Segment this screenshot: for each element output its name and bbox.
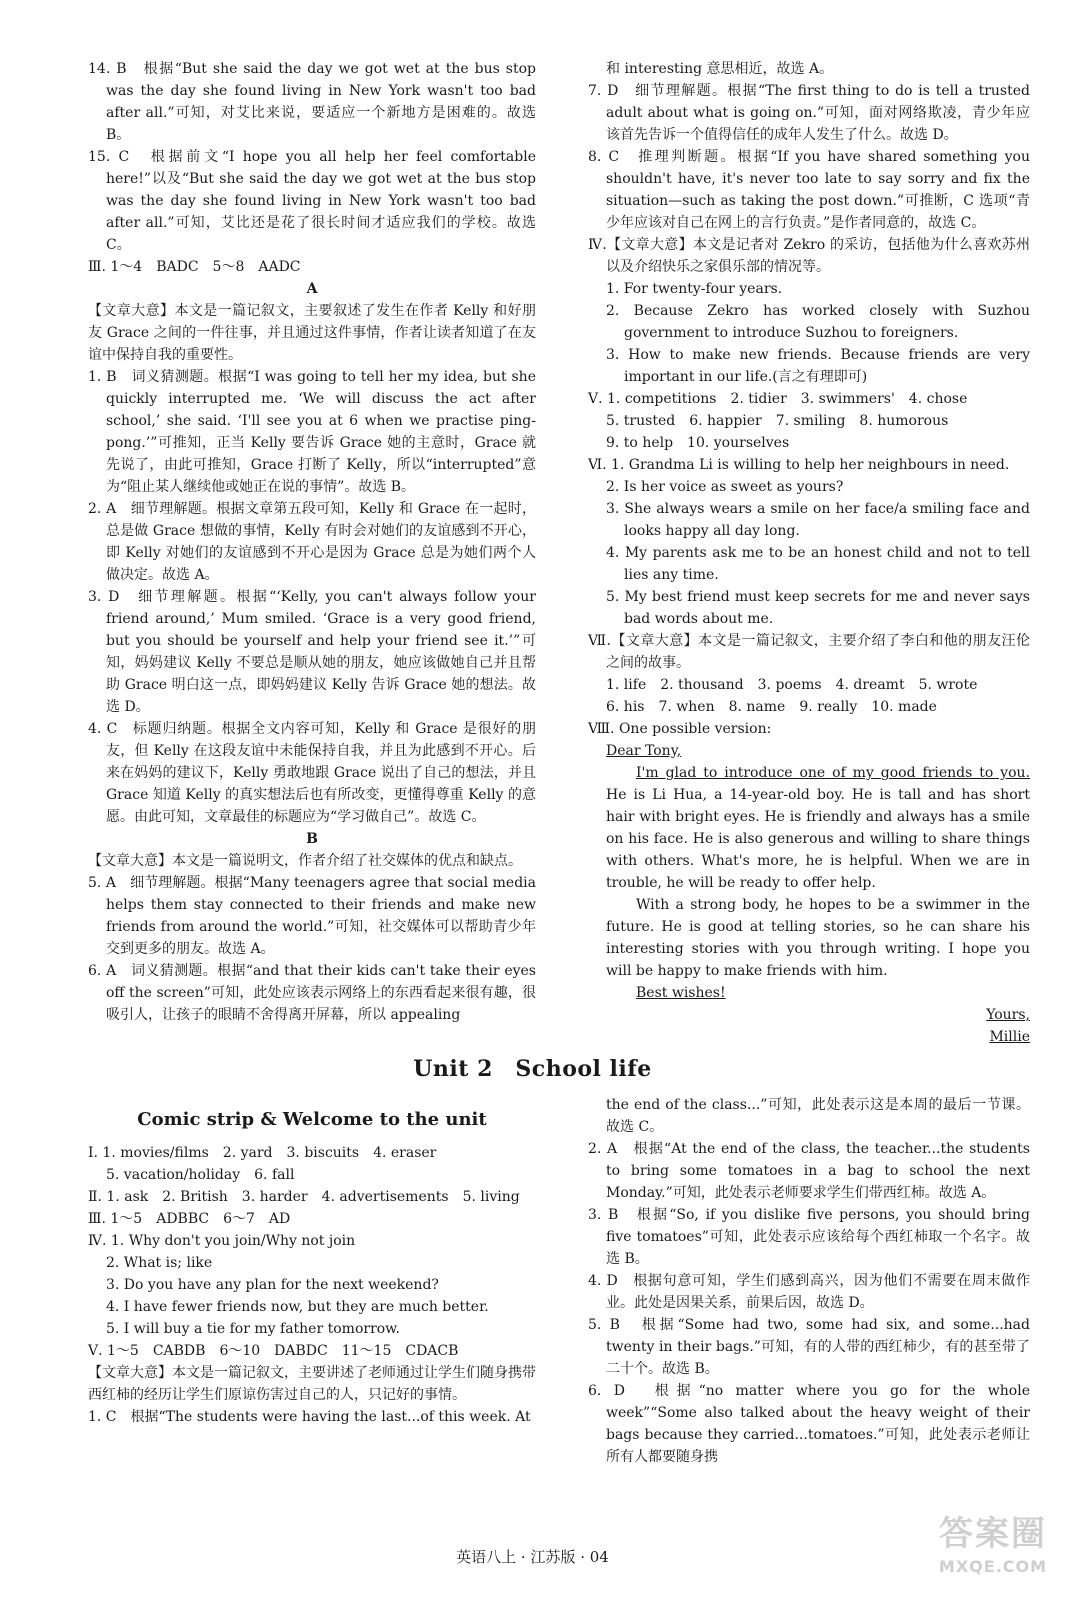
letter-paragraph-1-body: He is Li Hua, a 14-year-old boy. He is tall and has short hair with bright eyes. He is friendly and always has a smile on his face. He is also generous and willing to share things with others. What's more, he is helpful. When we are in trouble, he will be ready to offer help. [606,787,1030,891]
answer-line: 2. A 根据“At the end of the class, the teacher...the students to bring some tomatoes in a bag to school the next Monday.”可知，此处表示老师要求学生们带西红柿。故选 A。 [588,1141,1030,1201]
answer-line: 5. vacation/holiday 6. fall [106,1167,295,1183]
answer-line: 2. What is; like [106,1255,213,1271]
answer-line: 4. I have fewer friends now, but they are much better. [106,1299,489,1315]
section-title: Comic strip & Welcome to the unit [137,1109,487,1130]
answer-line: 3. B 根据“So, if you dislike five persons, you should bring five tomatoes”可知，此处表示应该给每个西红柿取一个名字。故选 B。 [588,1207,1030,1267]
answer-line: 5. I will buy a tie for my father tomorrow. [106,1321,400,1337]
answer-line: 【文章大意】本文是一篇记叙文，主要讲述了老师通过让学生们随身携带西红柿的经历让学生们原谅伤害过自己的人，只记好的事情。 [88,1365,536,1403]
answer-line: Ⅳ.【文章大意】本文是记者对 Zekro 的采访，包括他为什么喜欢苏州以及介绍快乐之家俱乐部的情况等。 [588,237,1030,275]
answer-line: Ⅵ. 1. Grandma Li is willing to help her neighbours in need. [588,457,1010,473]
answer-line: 9. to help 10. yourselves [606,435,790,451]
answer-line: 4. My parents ask me to be an honest child and not to tell lies any time. [606,545,1030,583]
answer-line: 15. C 根据前文“I hope you all help her feel comfortable here!”以及“But she said the day we got wet at the bus stop was the day she found living in New York wasn't too bad after all.”可知，艾比还是花了很长时间才适应我们的学校。故选 C。 [88,149,536,253]
answer-line: 和 interesting 意思相近，故选 A。 [606,61,834,77]
letter-paragraph-1 [588,762,1030,894]
answer-line: 1. life 2. thousand 3. poems 4. dreamt 5. wrote [606,677,978,693]
answer-line: Ⅲ. 1～4 BADC 5～8 AADC [88,259,301,275]
letter-closing [588,982,1030,1004]
answer-line: Ⅴ. 1. competitions 2. tidier 3. swimmers' 4. chose [588,391,968,407]
answer-line: 2. A 细节理解题。根据文章第五段可知，Kelly 和 Grace 在一起时，总是做 Grace 想做的事情，Kelly 有时会对她们的友谊感到不开心，即 Kelly 对她们的友谊感到不开心是因为 Grace 总是为她们两个人做决定。故选 A。 [88,501,536,583]
answer-line: 4. C 标题归纳题。根据全文内容可知，Kelly 和 Grace 是很好的朋友，但 Kelly 在这段友谊中未能保持自我，并且为此感到不开心。后来在妈妈的建议下，Kelly 勇敢地跟 Grace 说出了自己的想法，并且 Grace 知道 Kelly 的真实想法后也有所改变，更懂得尊重 Kelly 的意愿。由此可知，文章最佳的标题应为“学习做自己”。故选 C。 [88,721,536,825]
answer-line: 4. D 根据句意可知，学生们感到高兴，因为他们不需要在周末做作业。此处是因果关系，前果后因，故选 D。 [588,1273,1030,1311]
letter-closing-text: Best wishes! [636,985,726,1001]
answer-line: 1. C 根据“The students were having the last...of this week. At [88,1409,531,1425]
letter-signoff [588,1004,1030,1026]
answer-line: 5. trusted 6. happier 7. smiling 8. humorous [606,413,949,429]
left-column-bottom [88,1142,536,1428]
answer-line: 3. How to make new friends. Because friends are very important in our life.(言之有理即可) [606,347,1030,385]
answer-line: 14. B 根据“But she said the day we got wet at the bus stop was the day she found living in New York wasn't too bad after all.”可知，对艾比来说，要适应一个新地方是困难的。故选 B。 [88,61,536,143]
answer-line: A [306,281,318,297]
watermark-logo [933,1512,1053,1592]
letter-signoff-text: Yours, [986,1007,1030,1023]
answer-line: Ⅷ. One possible version: [588,721,772,737]
letter-signer-text: Millie [989,1029,1030,1045]
answer-line: Ⅶ.【文章大意】本文是一篇记叙文，主要介绍了李白和他的朋友汪伦之间的故事。 [588,633,1030,671]
answer-line: 3. D 细节理解题。根据“‘Kelly, you can't always follow your friend around,’ Mum smiled. ‘Grace is a very good friend, but you should be yourself and help your friend see it.’”可知，妈妈建议 Kelly 不要总是顺从她的朋友，她应该做她自己并且帮助 Grace 明白这一点，即妈妈建议 Kelly 告诉 Grace 她的想法。故选 D。 [88,589,536,715]
answer-line: Ⅰ. 1. movies/films 2. yard 3. biscuits 4. eraser [88,1145,437,1161]
watermark-text-bottom: MXQE.COM [938,1557,1048,1576]
letter-topic-sentence: I'm glad to introduce one of my good friends to you. [636,765,1030,781]
answer-line: 8. C 推理判断题。根据“If you have shared something you shouldn't have, it's never too late to say sorry and fix the situation—such as taking the post down.”可推断，C 选项“青少年应该对自己在网上的言行负责。”是作者同意的，故选 C。 [588,149,1030,231]
letter-signer [588,1026,1030,1048]
letter-greeting-text: Dear Tony, [606,743,682,759]
answer-line: the end of the class...”可知，此处表示这是本周的最后一节课。故选 C。 [606,1097,1030,1135]
answer-line: 【文章大意】本文是一篇记叙文，主要叙述了发生在作者 Kelly 和好朋友 Grace 之间的一件往事，并且通过这件事情，作者让读者知道了在友谊中保持自我的重要性。 [88,303,536,363]
answer-line: Ⅳ. 1. Why don't you join/Why not join [88,1233,356,1249]
answer-line: 6. D 根据“no matter where you go for the whole week”“Some also talked about the heavy weight of their bags because they carried...tomatoes.”可知，此处表示老师让所有人都要随身携 [588,1383,1030,1465]
answer-line: 5. My best friend must keep secrets for me and never says bad words about me. [606,589,1030,627]
answer-line: 【文章大意】本文是一篇说明文，作者介绍了社交媒体的优点和缺点。 [88,853,522,869]
answer-line: 2. Is her voice as sweet as yours? [606,479,844,495]
letter-greeting [588,740,1030,762]
answer-line: 5. A 细节理解题。根据“Many teenagers agree that social media helps them stay connected to their friends and make new friends from around the world.”可知，社交媒体可以帮助青少年交到更多的朋友。故选 A。 [88,875,536,957]
right-column-top [588,58,1030,1048]
answer-line: 7. D 细节理解题。根据“The first thing to do is tell a trusted adult about what is going on.”可知，面对网络欺凌，青少年应该首先告诉一个值得信任的成年人发生了什么。故选 D。 [588,83,1030,143]
answer-line: 5. B 根据“Some had two, some had six, and some...had twenty in their bags.”可知，有的人带的西红柿少，有的甚至带了二十个。故选 B。 [588,1317,1030,1377]
answer-line: Ⅱ. 1. ask 2. British 3. harder 4. advertisements 5. living [88,1189,520,1205]
answer-line: 2. Because Zekro has worked closely with Suzhou government to introduce Suzhou to foreigners. [606,303,1030,341]
left-column-top [88,58,536,1026]
sample-letter [588,740,1030,1048]
unit-title: Unit 2 School life [413,1056,652,1082]
page-footer: 英语八上 · 江苏版 · 04 [456,1548,609,1566]
answer-line: Ⅴ. 1～5 CABDB 6～10 DABDC 11～15 CDACB [88,1343,459,1359]
watermark-text-top: 答案圈 [939,1514,1047,1554]
answer-line: 1. B 词义猜测题。根据“I was going to tell her my idea, but she quickly interrupted me. ‘We will discuss the act after school,’ she said. ‘I'll see you at 6 when we practise ping-pong.’”可推知，正当 Kelly 要告诉 Grace 她的主意时，Grace 就先说了，由此可推知，Grace 打断了 Kelly，所以“interrupted”意为“阻止某人继续他或她正在说的事情”。故选 B。 [88,369,536,495]
answer-line: 3. She always wears a smile on her face/a smiling face and looks happy all day long. [606,501,1030,539]
right-column-answers [588,58,1030,740]
answer-line: 6. A 词义猜测题。根据“and that their kids can't take their eyes off the screen”可知，此处应该表示网络上的东西看起来很有趣，很吸引人，让孩子的眼睛不舍得离开屏幕，所以 appealing [88,963,536,1023]
answer-line: 3. Do you have any plan for the next weekend? [106,1277,439,1293]
letter-paragraph-2: With a strong body, he hopes to be a swimmer in the future. He is good at telling stories, so he can share his interesting stories with you through writing. I hope you will be happy to make friends with him. [606,897,1030,979]
answer-line: 1. For twenty-four years. [606,281,783,297]
answer-line: B [306,831,318,847]
right-column-bottom [588,1094,1030,1468]
answer-line: Ⅲ. 1～5 ADBBC 6～7 AD [88,1211,291,1227]
answer-line: 6. his 7. when 8. name 9. really 10. made [606,699,937,715]
